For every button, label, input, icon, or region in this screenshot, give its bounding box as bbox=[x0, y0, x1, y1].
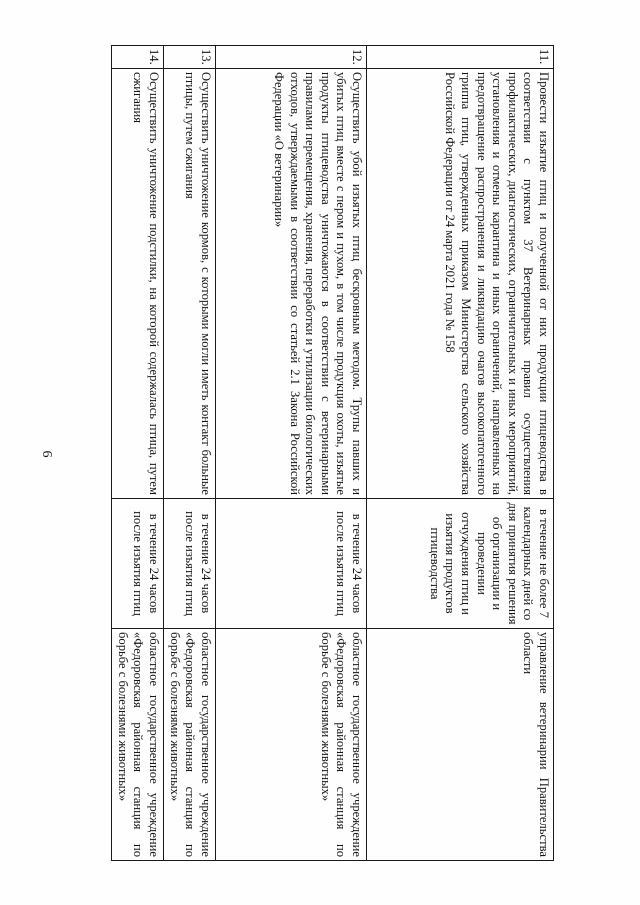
row-number: 11. bbox=[366, 46, 553, 69]
table-row bbox=[111, 46, 163, 861]
measure-executor: управление ветеринарии Правительства области bbox=[366, 629, 553, 861]
row-number: 13. bbox=[163, 46, 215, 69]
row-number: 14. bbox=[111, 46, 163, 69]
measure-text: Осуществить убой изъятых птиц бескровным методом. Трупы павших и убитых птиц вместе с пером и пухом, в том числе продукция охоты, изъятые продукты птицеводства уничтожаются в соответствии с ветеринарными правилами перемещения, хранения, переработки и утилизации биологических отходов, утверждаемыми в соответствии со статьей 2.1 Закона Российской Федерации «О ветеринарии» bbox=[215, 69, 366, 499]
measures-table-rotated bbox=[115, 45, 554, 860]
measure-executor: областное государственное учреждение «Федоровская районная станция по борьбе с болезнями животных» bbox=[215, 629, 366, 861]
measure-term: в течение 24 часов после изъятия птиц bbox=[215, 499, 366, 629]
measure-term: в течение 24 часов после изъятия птиц bbox=[111, 499, 163, 629]
measure-text: Осуществить уничтожение подстилки, на которой содержалась птица, путем сжигания bbox=[111, 69, 163, 499]
measure-text: Осуществить уничтожение кормов, с которыми могли иметь контакт больные птицы, путем сжигания bbox=[163, 69, 215, 499]
measures-table bbox=[111, 45, 554, 861]
measure-term: в течение не более 7 календарных дней со дня принятия решения об организации и проведении отчуждения птиц и изъятия продуктов птицеводства bbox=[366, 499, 553, 629]
measure-term: в течение 24 часов после изъятия птиц bbox=[163, 499, 215, 629]
measure-executor: областное государственное учреждение «Федоровская районная станция по борьбе с болезнями животных» bbox=[111, 629, 163, 861]
measure-text: Провести изъятие птиц и полученной от них продукции птицеводства в соответствии с пунктом 37 Ветеринарных правил осуществления профилактических, диагностических, ограничительных и иных мероприятий, установления и отмены карантина и иных ограничений, направленных на предотвращение распространения и ликвидацию очагов высокопатогенного гриппа птиц, утвержденных приказом Министерства сельского хозяйства Российской Федерации от 24 марта 2021 года № 158 bbox=[366, 69, 553, 499]
table-row bbox=[163, 46, 215, 861]
table-row bbox=[366, 46, 553, 861]
table-row bbox=[215, 46, 366, 861]
page-number: 6 bbox=[39, 450, 54, 458]
measure-executor: областное государственное учреждение «Федоровская районная станция по борьбе с болезнями животных» bbox=[163, 629, 215, 861]
row-number: 12. bbox=[215, 46, 366, 69]
